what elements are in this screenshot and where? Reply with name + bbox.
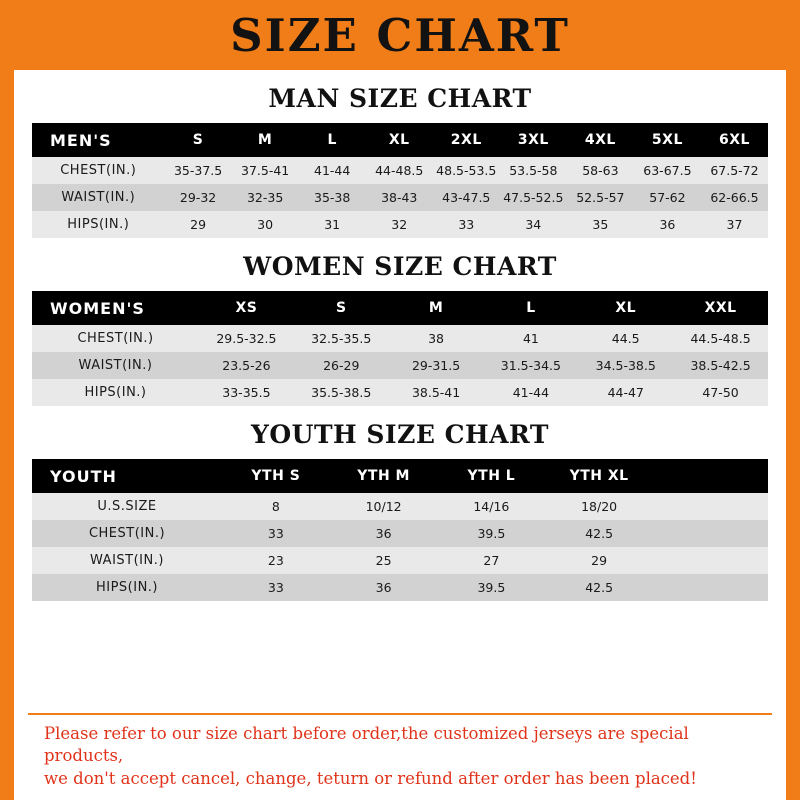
section-women [14, 252, 786, 406]
youth-row0-cell1: 8 [271, 499, 280, 514]
men-row1-cell0: WAIST(IN.) [61, 190, 136, 205]
men-header-cell-7: 4XL [584, 132, 616, 148]
table-row [32, 547, 768, 574]
footer-note-line-1: Please refer to our size chart before order,the customized jerseys are special products, [44, 724, 689, 766]
men-row2-cell9: 37 [726, 217, 743, 232]
section-title-youth: YOUTH SIZE CHART [251, 420, 549, 449]
section-man [14, 84, 786, 238]
women-row2-cell3: 38.5-41 [411, 385, 461, 400]
women-row1-cell4: 31.5-34.5 [500, 358, 561, 373]
women-header-cell-6: XXL [704, 300, 737, 316]
youth-row2-cell2: 25 [375, 553, 392, 568]
men-header-cell-4: XL [388, 132, 410, 148]
men-row0-cell0: CHEST(IN.) [60, 163, 137, 178]
table-row [32, 493, 768, 520]
table-row [32, 211, 768, 238]
men-header-cell-3: L [327, 132, 337, 148]
women-row2-cell0: HIPS(IN.) [84, 385, 147, 400]
section-title-man: MAN SIZE CHART [268, 84, 532, 113]
table-row [32, 520, 768, 547]
women-header-cell-1: XS [235, 300, 258, 316]
women-header-cell-0: WOMEN'S [50, 298, 145, 318]
youth-header-cell-1: YTH S [251, 468, 301, 484]
women-row2-cell1: 33-35.5 [222, 385, 271, 400]
men-row1-cell9: 62-66.5 [710, 190, 759, 205]
men-header-cell-1: S [192, 132, 204, 148]
youth-header-cell-spacer [653, 459, 768, 493]
women-row1-cell3: 29-31.5 [411, 358, 461, 373]
men-row0-cell5: 48.5-53.5 [436, 163, 497, 178]
men-row2-cell1: 29 [190, 217, 207, 232]
men-row1-cell5: 43-47.5 [442, 190, 491, 205]
footer-note [28, 713, 772, 800]
youth-row3-cell3: 39.5 [477, 580, 506, 595]
men-header-cell-2: M [257, 132, 273, 148]
youth-header-cell-2: YTH M [357, 468, 410, 484]
men-row0-cell4: 44-48.5 [375, 163, 424, 178]
men-row1-cell4: 38-43 [381, 190, 418, 205]
women-row2-cell5: 44-47 [607, 385, 644, 400]
men-header-cell-5: 2XL [450, 132, 482, 148]
youth-row2-cell1: 23 [267, 553, 284, 568]
youth-row2-cell4: 29 [591, 553, 608, 568]
men-row1-cell6: 47.5-52.5 [503, 190, 564, 205]
men-row2-cell6: 34 [525, 217, 542, 232]
table-row [32, 574, 768, 601]
men-row0-cell7: 58-63 [582, 163, 619, 178]
men-row2-cell0: HIPS(IN.) [67, 217, 130, 232]
youth-row3-cell0: HIPS(IN.) [95, 580, 159, 595]
women-row0-cell4: 41 [522, 331, 539, 346]
table-row [32, 379, 768, 406]
women-header-cell-3: M [428, 300, 444, 316]
women-header-cell-2: S [335, 300, 347, 316]
youth-row0-cell-spacer [653, 493, 768, 520]
men-row1-cell3: 35-38 [314, 190, 351, 205]
table-row [32, 157, 768, 184]
table-header-row [32, 291, 768, 325]
footer-note-line-2: we don't accept cancel, change, teturn or refund after order has been placed! [44, 768, 697, 788]
men-row0-cell3: 41-44 [314, 163, 351, 178]
women-row1-cell2: 26-29 [323, 358, 360, 373]
youth-row0-cell2: 10/12 [365, 499, 402, 514]
youth-row3-cell2: 36 [375, 580, 392, 595]
men-size-table [32, 123, 768, 238]
youth-row0-cell3: 14/16 [473, 499, 510, 514]
men-row1-cell2: 32-35 [246, 190, 284, 205]
women-header-cell-4: L [526, 300, 536, 316]
women-row2-cell4: 41-44 [512, 385, 550, 400]
youth-header-cell-0: YOUTH [50, 466, 117, 486]
women-row0-cell1: 29.5-32.5 [216, 331, 277, 346]
men-row2-cell3: 31 [324, 217, 341, 232]
men-header-cell-9: 6XL [718, 132, 750, 148]
youth-row2-cell0: WAIST(IN.) [90, 553, 164, 568]
men-table-header [32, 123, 768, 157]
table-row [32, 325, 768, 352]
men-row0-cell6: 53.5-58 [509, 163, 558, 178]
women-row1-cell1: 23.5-26 [222, 358, 271, 373]
men-row2-cell5: 33 [458, 217, 475, 232]
youth-row2-cell-spacer [653, 547, 768, 574]
women-row0-cell6: 44.5-48.5 [690, 331, 751, 346]
men-table-body [32, 157, 768, 238]
table-header-row [32, 459, 768, 493]
youth-header-cell-4: YTH XL [569, 468, 629, 484]
men-row2-cell8: 36 [659, 217, 676, 232]
youth-row0-cell0: U.S.SIZE [97, 499, 157, 514]
men-row2-cell2: 30 [257, 217, 274, 232]
table-header-row [32, 123, 768, 157]
men-row0-cell9: 67.5-72 [710, 163, 759, 178]
women-row0-cell2: 32.5-35.5 [311, 331, 372, 346]
youth-row1-cell3: 39.5 [477, 526, 506, 541]
youth-row1-cell-spacer [653, 520, 768, 547]
men-row0-cell1: 35-37.5 [173, 163, 223, 178]
women-header-cell-5: XL [615, 300, 637, 316]
youth-size-table [32, 459, 768, 601]
youth-row1-cell4: 42.5 [585, 526, 614, 541]
men-header-cell-8: 5XL [651, 132, 683, 148]
women-row0-cell5: 44.5 [611, 331, 640, 346]
women-row2-cell6: 47-50 [702, 385, 739, 400]
table-row [32, 184, 768, 211]
women-row2-cell2: 35.5-38.5 [311, 385, 372, 400]
youth-table-body [32, 493, 768, 601]
youth-header-cell-3: YTH L [467, 468, 516, 484]
page-title: SIZE CHART [230, 8, 570, 62]
women-row0-cell0: CHEST(IN.) [77, 331, 154, 346]
men-row0-cell8: 63-67.5 [643, 163, 692, 178]
youth-row2-cell3: 27 [483, 553, 500, 568]
women-size-table [32, 291, 768, 406]
section-youth [14, 420, 786, 601]
youth-row3-cell-spacer [653, 574, 768, 601]
men-row1-cell8: 57-62 [649, 190, 686, 205]
youth-row1-cell2: 36 [375, 526, 392, 541]
youth-table-header [32, 459, 768, 493]
men-row0-cell2: 37.5-41 [241, 163, 290, 178]
page-banner [14, 0, 786, 70]
women-row1-cell6: 38.5-42.5 [690, 358, 751, 373]
women-row0-cell3: 38 [428, 331, 445, 346]
men-row2-cell4: 32 [391, 217, 408, 232]
men-row2-cell7: 35 [592, 217, 609, 232]
youth-row1-cell1: 33 [267, 526, 284, 541]
section-title-women: WOMEN SIZE CHART [243, 252, 557, 281]
women-table-body [32, 325, 768, 406]
men-row1-cell7: 52.5-57 [576, 190, 625, 205]
women-row1-cell5: 34.5-38.5 [595, 358, 656, 373]
men-row1-cell1: 29-32 [179, 190, 217, 205]
women-table-header [32, 291, 768, 325]
youth-row3-cell1: 33 [267, 580, 284, 595]
table-row [32, 352, 768, 379]
men-header-cell-6: 3XL [517, 132, 549, 148]
youth-row1-cell0: CHEST(IN.) [88, 526, 166, 541]
youth-row3-cell4: 42.5 [585, 580, 614, 595]
men-header-cell-0: MEN'S [50, 130, 112, 150]
youth-row0-cell4: 18/20 [581, 499, 618, 514]
women-row1-cell0: WAIST(IN.) [78, 358, 153, 373]
